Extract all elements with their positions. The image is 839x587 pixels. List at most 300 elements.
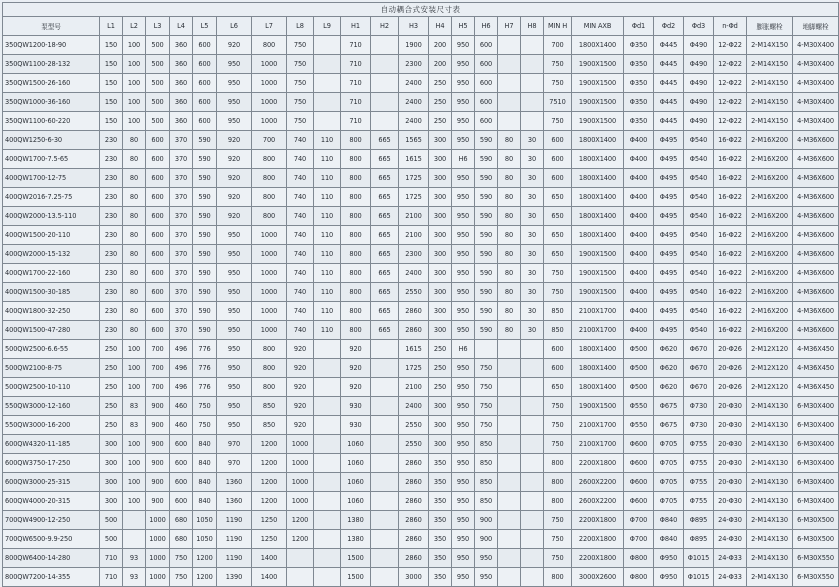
table-cell: 950 [452, 454, 475, 473]
table-cell: 665 [371, 131, 399, 150]
table-cell: Φ700 [624, 530, 654, 549]
table-cell: Φ495 [654, 245, 684, 264]
table-cell: 2100 [399, 378, 429, 397]
table-cell [521, 340, 544, 359]
table-cell: 30 [521, 283, 544, 302]
table-cell: 1000 [252, 264, 287, 283]
table-cell: 590 [475, 302, 498, 321]
table-cell: Φ550 [624, 397, 654, 416]
table-cell: 16-Φ22 [714, 302, 747, 321]
table-cell: 950 [452, 74, 475, 93]
table-cell: 2400 [399, 397, 429, 416]
table-cell: 950 [217, 93, 252, 112]
table-cell: 700 [146, 340, 170, 359]
table-cell: 2-M12X120 [747, 340, 793, 359]
table-row [3, 492, 839, 511]
table-cell: Φ400 [624, 150, 654, 169]
table-cell: Φ895 [684, 530, 714, 549]
table-cell [371, 340, 399, 359]
table-cell: 370 [170, 226, 193, 245]
table-cell: 4-M36X600 [793, 283, 839, 302]
table-cell: 750 [287, 74, 314, 93]
table-cell: 2-M14X150 [747, 36, 793, 55]
table-cell: 950 [217, 302, 252, 321]
table-cell [521, 112, 544, 131]
table-cell: 12-Φ22 [714, 112, 747, 131]
table-cell: 950 [452, 36, 475, 55]
table-cell: 1000 [252, 55, 287, 74]
table-cell: 20-Φ30 [714, 416, 747, 435]
table-cell: 750 [475, 378, 498, 397]
table-row [3, 321, 839, 340]
table-cell [498, 55, 521, 74]
table-cell: 1800X1400 [572, 359, 624, 378]
table-cell: 6-M30X400 [793, 454, 839, 473]
table-cell: 590 [475, 188, 498, 207]
pump-model-cell: 400QW1250-6-30 [3, 131, 100, 150]
table-cell: Φ495 [654, 302, 684, 321]
table-cell: 20-Φ30 [714, 397, 747, 416]
table-cell: 750 [475, 359, 498, 378]
table-cell: Φ730 [684, 397, 714, 416]
column-header: L4 [170, 17, 193, 36]
table-cell: 150 [100, 112, 123, 131]
table-row [3, 226, 839, 245]
table-cell: 600 [193, 112, 217, 131]
table-cell: 590 [193, 302, 217, 321]
table-body [3, 36, 839, 587]
pump-model-cell: 350QW1000-36-160 [3, 93, 100, 112]
table-cell: 740 [287, 150, 314, 169]
table-cell [314, 435, 341, 454]
table-cell: 1800X1400 [572, 169, 624, 188]
table-cell [314, 55, 341, 74]
table-cell [371, 378, 399, 397]
table-cell: 110 [314, 207, 341, 226]
table-cell: 950 [452, 378, 475, 397]
pump-model-cell: 550QW3000-12-160 [3, 397, 100, 416]
table-cell: 665 [371, 283, 399, 302]
table-cell: 1060 [341, 492, 371, 511]
table-cell: 1190 [217, 511, 252, 530]
table-cell: Φ540 [684, 245, 714, 264]
table-cell: 2-M14X150 [747, 112, 793, 131]
table-cell [521, 454, 544, 473]
table-cell: 300 [429, 302, 452, 321]
table-cell: 665 [371, 188, 399, 207]
table-cell: Φ1015 [684, 549, 714, 568]
table-cell: Φ540 [684, 188, 714, 207]
table-cell: 250 [100, 397, 123, 416]
table-cell: 800 [544, 492, 572, 511]
table-cell: 600 [475, 112, 498, 131]
table-cell: 750 [544, 74, 572, 93]
table-cell: 6-M30X400 [793, 416, 839, 435]
table-cell [371, 397, 399, 416]
table-cell: 950 [452, 359, 475, 378]
table-cell: 600 [146, 207, 170, 226]
table-cell: 1050 [193, 511, 217, 530]
table-cell [521, 36, 544, 55]
table-cell: 370 [170, 264, 193, 283]
table-cell: Φ445 [654, 93, 684, 112]
table-cell: 800 [341, 150, 371, 169]
table-cell: 2860 [399, 549, 429, 568]
column-header: L6 [217, 17, 252, 36]
table-cell: 950 [452, 55, 475, 74]
table-cell: 1000 [252, 93, 287, 112]
table-cell: 110 [314, 245, 341, 264]
table-cell: 590 [475, 321, 498, 340]
table-cell: 80 [123, 188, 146, 207]
table-cell: 1060 [341, 435, 371, 454]
table-cell: 740 [287, 207, 314, 226]
table-cell: 665 [371, 321, 399, 340]
table-cell: 600 [475, 93, 498, 112]
table-cell: 300 [429, 188, 452, 207]
table-cell: 950 [217, 321, 252, 340]
table-cell: 4-M36X600 [793, 264, 839, 283]
table-cell: 1200 [193, 568, 217, 587]
table-cell: 230 [100, 188, 123, 207]
table-cell [314, 112, 341, 131]
table-cell [314, 93, 341, 112]
table-cell: 80 [123, 169, 146, 188]
column-header: 地脚螺栓 [793, 17, 839, 36]
table-cell: 740 [287, 226, 314, 245]
table-cell: 20-Φ26 [714, 378, 747, 397]
table-cell: 30 [521, 245, 544, 264]
table-cell: 1000 [146, 530, 170, 549]
table-cell: 1800X1400 [572, 150, 624, 169]
table-cell: 4-M30X400 [793, 55, 839, 74]
table-cell: 24-Φ30 [714, 511, 747, 530]
table-row [3, 283, 839, 302]
table-cell: 250 [429, 378, 452, 397]
table-cell: 350 [429, 549, 452, 568]
table-cell: 80 [498, 131, 521, 150]
table-cell: 850 [544, 321, 572, 340]
table-cell: 800 [341, 302, 371, 321]
table-cell: 600 [146, 188, 170, 207]
table-cell: 1000 [252, 321, 287, 340]
column-header: L3 [146, 17, 170, 36]
table-cell: 12-Φ22 [714, 93, 747, 112]
table-cell: 500 [146, 112, 170, 131]
table-cell: Φ350 [624, 36, 654, 55]
table-cell: 950 [217, 74, 252, 93]
table-cell: 2-M16X200 [747, 207, 793, 226]
table-cell: 250 [100, 416, 123, 435]
table-cell: Φ670 [684, 359, 714, 378]
table-cell: 16-Φ22 [714, 264, 747, 283]
table-cell: 30 [521, 131, 544, 150]
table-cell: 16-Φ22 [714, 321, 747, 340]
table-cell: 2550 [399, 435, 429, 454]
table-cell [314, 36, 341, 55]
table-cell: 110 [314, 283, 341, 302]
table-cell: 20-Φ30 [714, 473, 747, 492]
table-row [3, 245, 839, 264]
column-header: H3 [399, 17, 429, 36]
table-cell: 950 [452, 511, 475, 530]
table-cell: 750 [287, 36, 314, 55]
table-cell: 1360 [217, 473, 252, 492]
column-header: 泵型号 [3, 17, 100, 36]
table-cell: 1190 [217, 530, 252, 549]
table-cell: 2300 [399, 245, 429, 264]
table-row [3, 416, 839, 435]
table-cell: 590 [193, 245, 217, 264]
table-cell: 20-Φ26 [714, 359, 747, 378]
table-cell: 920 [217, 169, 252, 188]
column-header: L9 [314, 17, 341, 36]
table-cell: 600 [544, 131, 572, 150]
table-cell: 920 [287, 359, 314, 378]
table-cell: 16-Φ22 [714, 226, 747, 245]
table-cell: Φ495 [654, 150, 684, 169]
table-cell: 100 [123, 378, 146, 397]
table-cell: 12-Φ22 [714, 74, 747, 93]
table-cell: 6-M30X500 [793, 530, 839, 549]
table-cell: 920 [217, 131, 252, 150]
table-cell: 300 [429, 207, 452, 226]
column-header: MIN AXB [572, 17, 624, 36]
table-cell: Φ400 [624, 321, 654, 340]
table-cell: 900 [146, 454, 170, 473]
table-cell [371, 511, 399, 530]
table-cell: 7510 [544, 93, 572, 112]
table-cell: Φ600 [624, 454, 654, 473]
table-cell: 1000 [287, 435, 314, 454]
table-cell: 2100X1700 [572, 416, 624, 435]
table-cell: 750 [544, 416, 572, 435]
table-cell: 4-M36X450 [793, 359, 839, 378]
table-cell: 370 [170, 188, 193, 207]
table-cell: 2-M14X130 [747, 511, 793, 530]
table-cell: Φ620 [654, 340, 684, 359]
table-cell: 1200 [287, 530, 314, 549]
table-cell: Φ490 [684, 36, 714, 55]
table-cell: 360 [170, 74, 193, 93]
table-cell: 370 [170, 321, 193, 340]
table-cell: 1900X1500 [572, 74, 624, 93]
table-cell: 1360 [217, 492, 252, 511]
table-cell [521, 435, 544, 454]
table-cell: 1900X1500 [572, 93, 624, 112]
table-cell: Φ400 [624, 302, 654, 321]
table-cell: 650 [544, 188, 572, 207]
table-cell: 590 [475, 245, 498, 264]
table-cell: 970 [217, 435, 252, 454]
table-cell: 110 [314, 321, 341, 340]
table-cell: 20-Φ30 [714, 492, 747, 511]
pump-model-cell: 600QW4000-20-315 [3, 492, 100, 511]
table-cell: 710 [100, 549, 123, 568]
table-cell [371, 359, 399, 378]
column-header: Φd2 [654, 17, 684, 36]
table-cell: 3000X2600 [572, 568, 624, 587]
table-cell: 950 [217, 264, 252, 283]
table-cell: Φ705 [654, 454, 684, 473]
table-cell: 4-M36X600 [793, 226, 839, 245]
table-cell [498, 530, 521, 549]
table-cell: 1200 [252, 492, 287, 511]
table-cell: 920 [341, 378, 371, 397]
column-header: H5 [452, 17, 475, 36]
table-cell: 740 [287, 283, 314, 302]
table-cell: 850 [252, 397, 287, 416]
table-cell: 665 [371, 207, 399, 226]
table-cell [314, 397, 341, 416]
table-cell: 370 [170, 169, 193, 188]
table-cell: 300 [429, 397, 452, 416]
table-cell: 16-Φ22 [714, 131, 747, 150]
table-cell: Φ445 [654, 112, 684, 131]
table-cell: 300 [429, 264, 452, 283]
table-cell: 650 [544, 245, 572, 264]
table-cell: 710 [341, 74, 371, 93]
table-cell: 590 [193, 226, 217, 245]
table-cell: Φ540 [684, 226, 714, 245]
table-cell [521, 492, 544, 511]
table-cell: 2-M16X200 [747, 283, 793, 302]
table-cell: 360 [170, 112, 193, 131]
table-cell: 590 [475, 207, 498, 226]
table-cell: 230 [100, 283, 123, 302]
table-cell: 1200 [193, 549, 217, 568]
table-cell: 950 [217, 55, 252, 74]
table-cell: 20-Φ26 [714, 340, 747, 359]
table-row [3, 378, 839, 397]
table-cell: 800 [341, 245, 371, 264]
table-cell: Φ540 [684, 131, 714, 150]
table-row [3, 74, 839, 93]
pump-model-cell: 400QW1500-30-185 [3, 283, 100, 302]
table-row [3, 150, 839, 169]
table-cell [498, 454, 521, 473]
table-cell: 150 [100, 36, 123, 55]
table-cell: 600 [146, 226, 170, 245]
table-cell: 2550 [399, 416, 429, 435]
table-cell: Φ550 [624, 416, 654, 435]
table-cell: 250 [429, 74, 452, 93]
table-cell [371, 435, 399, 454]
table-cell: 80 [123, 131, 146, 150]
table-cell: 80 [123, 321, 146, 340]
table-cell: 350 [429, 473, 452, 492]
table-cell: 1200 [252, 454, 287, 473]
table-cell: Φ705 [654, 435, 684, 454]
pump-model-cell: 400QW2000-13.5-110 [3, 207, 100, 226]
table-cell: 750 [475, 397, 498, 416]
table-cell: 150 [100, 74, 123, 93]
table-cell: Φ730 [684, 416, 714, 435]
table-cell [314, 340, 341, 359]
table-cell: Φ400 [624, 169, 654, 188]
table-cell: 950 [217, 112, 252, 131]
table-cell [498, 473, 521, 492]
table-cell: 590 [193, 188, 217, 207]
table-cell: 2-M12X120 [747, 359, 793, 378]
table-cell: 950 [452, 302, 475, 321]
table-cell: 496 [170, 359, 193, 378]
table-cell: 750 [193, 416, 217, 435]
table-cell: 590 [193, 150, 217, 169]
pump-model-cell: 400QW1500-20-110 [3, 226, 100, 245]
table-row [3, 207, 839, 226]
header-row [3, 17, 839, 36]
table-cell: 600 [146, 150, 170, 169]
table-cell: 1000 [146, 568, 170, 587]
table-cell: 150 [100, 55, 123, 74]
table-cell: 1500 [341, 568, 371, 587]
table-cell: Φ600 [624, 435, 654, 454]
table-cell: 920 [217, 150, 252, 169]
table-cell: 110 [314, 150, 341, 169]
table-cell: 1390 [217, 568, 252, 587]
table-cell: 1725 [399, 169, 429, 188]
table-cell: 93 [123, 568, 146, 587]
table-cell: 950 [452, 93, 475, 112]
table-cell: 710 [100, 568, 123, 587]
table-cell: Φ540 [684, 207, 714, 226]
table-cell: 800 [341, 169, 371, 188]
table-cell: Φ670 [684, 340, 714, 359]
table-cell: 750 [544, 530, 572, 549]
table-cell: 750 [193, 397, 217, 416]
table-cell: 1800X1400 [572, 207, 624, 226]
table-cell: 920 [287, 340, 314, 359]
table-cell: 24-Φ30 [714, 530, 747, 549]
table-cell: Φ540 [684, 283, 714, 302]
table-cell [521, 359, 544, 378]
table-cell: 920 [287, 397, 314, 416]
table-cell: 776 [193, 378, 217, 397]
table-cell: 80 [123, 264, 146, 283]
table-cell: 950 [217, 416, 252, 435]
table-cell: 840 [193, 454, 217, 473]
table-cell [498, 416, 521, 435]
table-cell: Φ840 [654, 511, 684, 530]
table-title: 自动耦合式安装尺寸表 [3, 3, 839, 17]
table-cell: 950 [217, 226, 252, 245]
table-cell: 600 [170, 435, 193, 454]
table-cell: 300 [429, 226, 452, 245]
table-cell: 1900 [399, 36, 429, 55]
table-cell: 740 [287, 188, 314, 207]
table-cell: 950 [452, 549, 475, 568]
table-cell: 950 [452, 530, 475, 549]
table-cell [521, 511, 544, 530]
table-cell: 2550 [399, 283, 429, 302]
table-cell [521, 397, 544, 416]
table-cell: 80 [498, 321, 521, 340]
table-cell: 496 [170, 378, 193, 397]
table-cell: 80 [498, 245, 521, 264]
table-cell: 300 [429, 131, 452, 150]
table-cell: 16-Φ22 [714, 207, 747, 226]
table-cell: 2200X1800 [572, 530, 624, 549]
table-cell: 680 [170, 511, 193, 530]
table-cell: H6 [452, 340, 475, 359]
table-cell: 850 [475, 435, 498, 454]
table-cell: 2860 [399, 473, 429, 492]
table-cell: 300 [429, 416, 452, 435]
table-cell: 700 [252, 131, 287, 150]
table-cell: 6-M30X400 [793, 492, 839, 511]
table-row [3, 188, 839, 207]
